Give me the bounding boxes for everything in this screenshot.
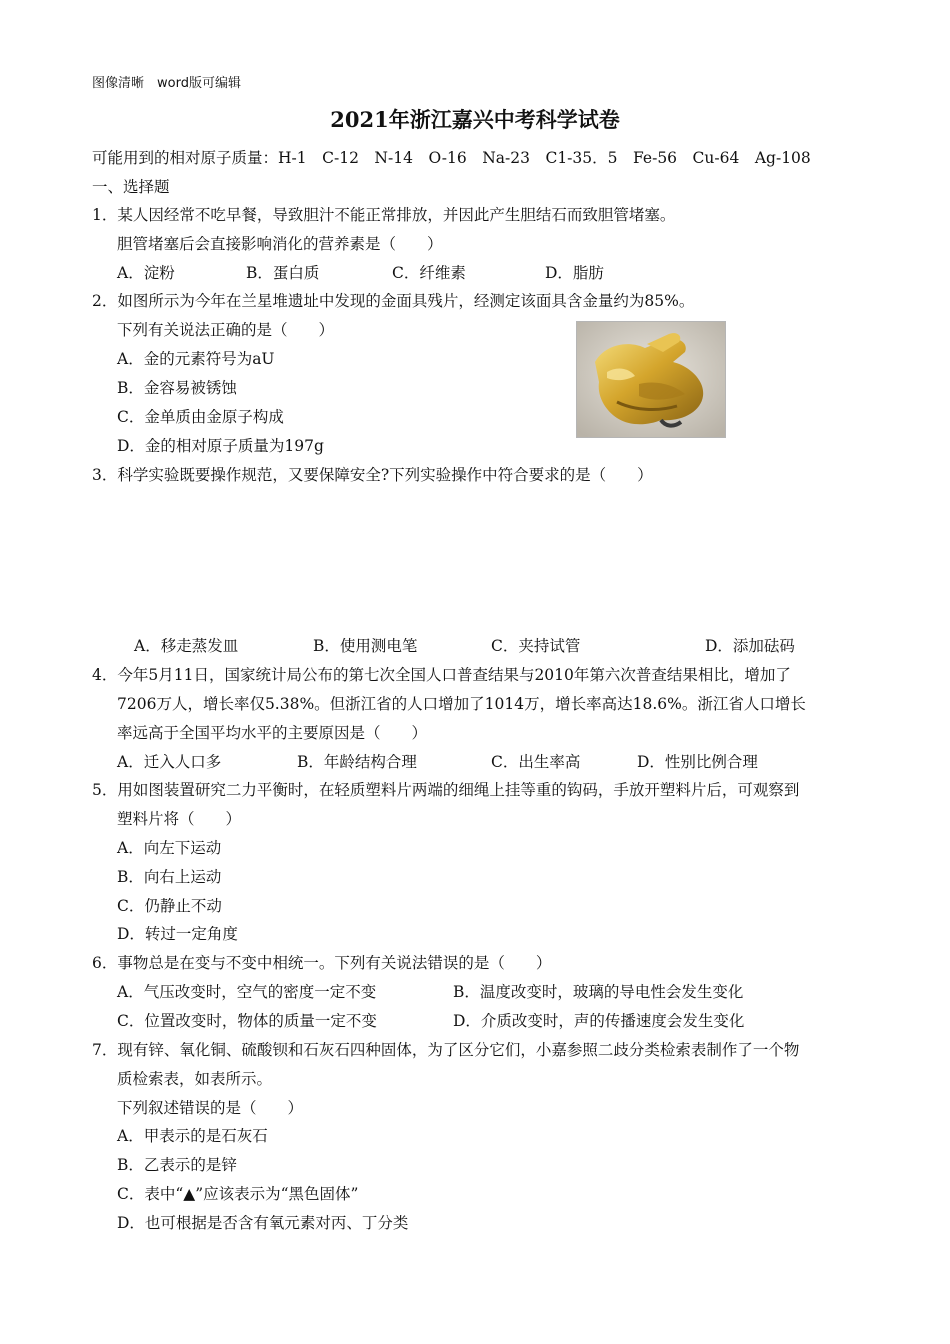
q6-option-b: B．温度改变时，玻璃的导电性会发生变化 <box>453 983 744 1001</box>
atomic-masses: 可能用到的相对原子质量：H-1 C-12 N-14 O-16 Na-23 C1-35．5 Fe-56 Cu-64 Ag-108 <box>92 149 811 167</box>
q2-option-a: A．金的元素符号为aU <box>117 350 275 368</box>
q6-option-d: D．介质改变时，声的传播速度会发生变化 <box>453 1012 745 1030</box>
q7-option-d: D．也可根据是否含有氧元素对丙、丁分类 <box>117 1214 409 1232</box>
q7-option-b: B．乙表示的是锌 <box>117 1156 237 1174</box>
q1-option-c: C．纤维素 <box>392 264 466 282</box>
q1-stem-line2: 胆管堵塞后会直接影响消化的营养素是（ ） <box>117 235 443 253</box>
q2-option-b: B．金容易被锈蚀 <box>117 379 237 397</box>
q5-option-c: C．仍静止不动 <box>117 897 222 915</box>
q5-option-a: A．向左下运动 <box>117 839 222 857</box>
q7-option-a: A．甲表示的是石灰石 <box>117 1127 268 1145</box>
q5-option-d: D．转过一定角度 <box>117 925 238 943</box>
q7-option-c: C．表中“▲”应该表示为“黑色固体” <box>117 1185 359 1203</box>
q6-option-c: C．位置改变时，物体的质量一定不变 <box>117 1012 377 1030</box>
q6-stem: 6．事物总是在变与不变中相统一。下列有关说法错误的是（ ） <box>92 954 552 972</box>
q4-stem-line2: 7206万人，增长率仅5.38%。但浙江省的人口增加了1014万，增长率高达18.6%。浙江省人口增长 <box>117 695 806 713</box>
page-title: 2021年浙江嘉兴中考科学试卷 <box>330 107 620 132</box>
q5-stem-line2: 塑料片将（ ） <box>117 810 242 828</box>
q1-option-b: B．蛋白质 <box>246 264 320 282</box>
gold-mask-photo <box>576 321 726 438</box>
q3-option-a: A．移走蒸发皿 <box>134 637 239 655</box>
q3-option-b: B．使用测电笔 <box>313 637 418 655</box>
q4-option-d: D．性别比例合理 <box>637 753 758 771</box>
q2-stem-line1: 2．如图所示为今年在兰星堆遗址中发现的金面具残片，经测定该面具含金量约为85%。 <box>92 292 695 310</box>
q5-stem-line1: 5．用如图装置研究二力平衡时，在轻质塑料片两端的细绳上挂等重的钩码，手放开塑料片后，可观察到 <box>92 781 800 799</box>
q4-stem-line1: 4．今年5月11日，国家统计局公布的第七次全国人口普查结果与2010年第六次普查结果相比，增加了 <box>92 666 791 684</box>
q4-option-a: A．迁入人口多 <box>117 753 222 771</box>
q1-stem-line1: 1．某人因经常不吃早餐，导致胆汁不能正常排放，并因此产生胆结石而致胆管堵塞。 <box>92 206 676 224</box>
q7-stem-line1: 7．现有锌、氧化铜、硫酸钡和石灰石四种固体，为了区分它们，小嘉参照二歧分类检索表制作了一个物 <box>92 1041 800 1059</box>
q3-option-d: D．添加砝码 <box>705 637 795 655</box>
q1-option-a: A．淀粉 <box>117 264 175 282</box>
q6-option-a: A．气压改变时，空气的密度一定不变 <box>117 983 377 1001</box>
q2-option-d: D．金的相对原子质量为197g <box>117 437 324 455</box>
q5-option-b: B．向右上运动 <box>117 868 222 886</box>
q7-stem-line3: 下列叙述错误的是（ ） <box>117 1099 304 1117</box>
q1-option-d: D．脂肪 <box>545 264 604 282</box>
q7-stem-line2: 质检索表，如表所示。 <box>117 1070 273 1088</box>
section-heading: 一、选择题 <box>92 178 170 196</box>
q4-option-b: B．年龄结构合理 <box>297 753 417 771</box>
q4-option-c: C．出生率高 <box>491 753 581 771</box>
q3-option-c: C．夹持试管 <box>491 637 581 655</box>
q3-stem: 3．科学实验既要操作规范，又要保障安全?下列实验操作中符合要求的是（ ） <box>92 466 653 484</box>
q4-stem-line3: 率远高于全国平均水平的主要原因是（ ） <box>117 724 428 742</box>
q2-option-c: C．金单质由金原子构成 <box>117 408 284 426</box>
gold-mask-image <box>577 322 725 437</box>
header-note: 图像清晰 word版可编辑 <box>92 76 241 91</box>
q2-stem-line2: 下列有关说法正确的是（ ） <box>117 321 335 339</box>
